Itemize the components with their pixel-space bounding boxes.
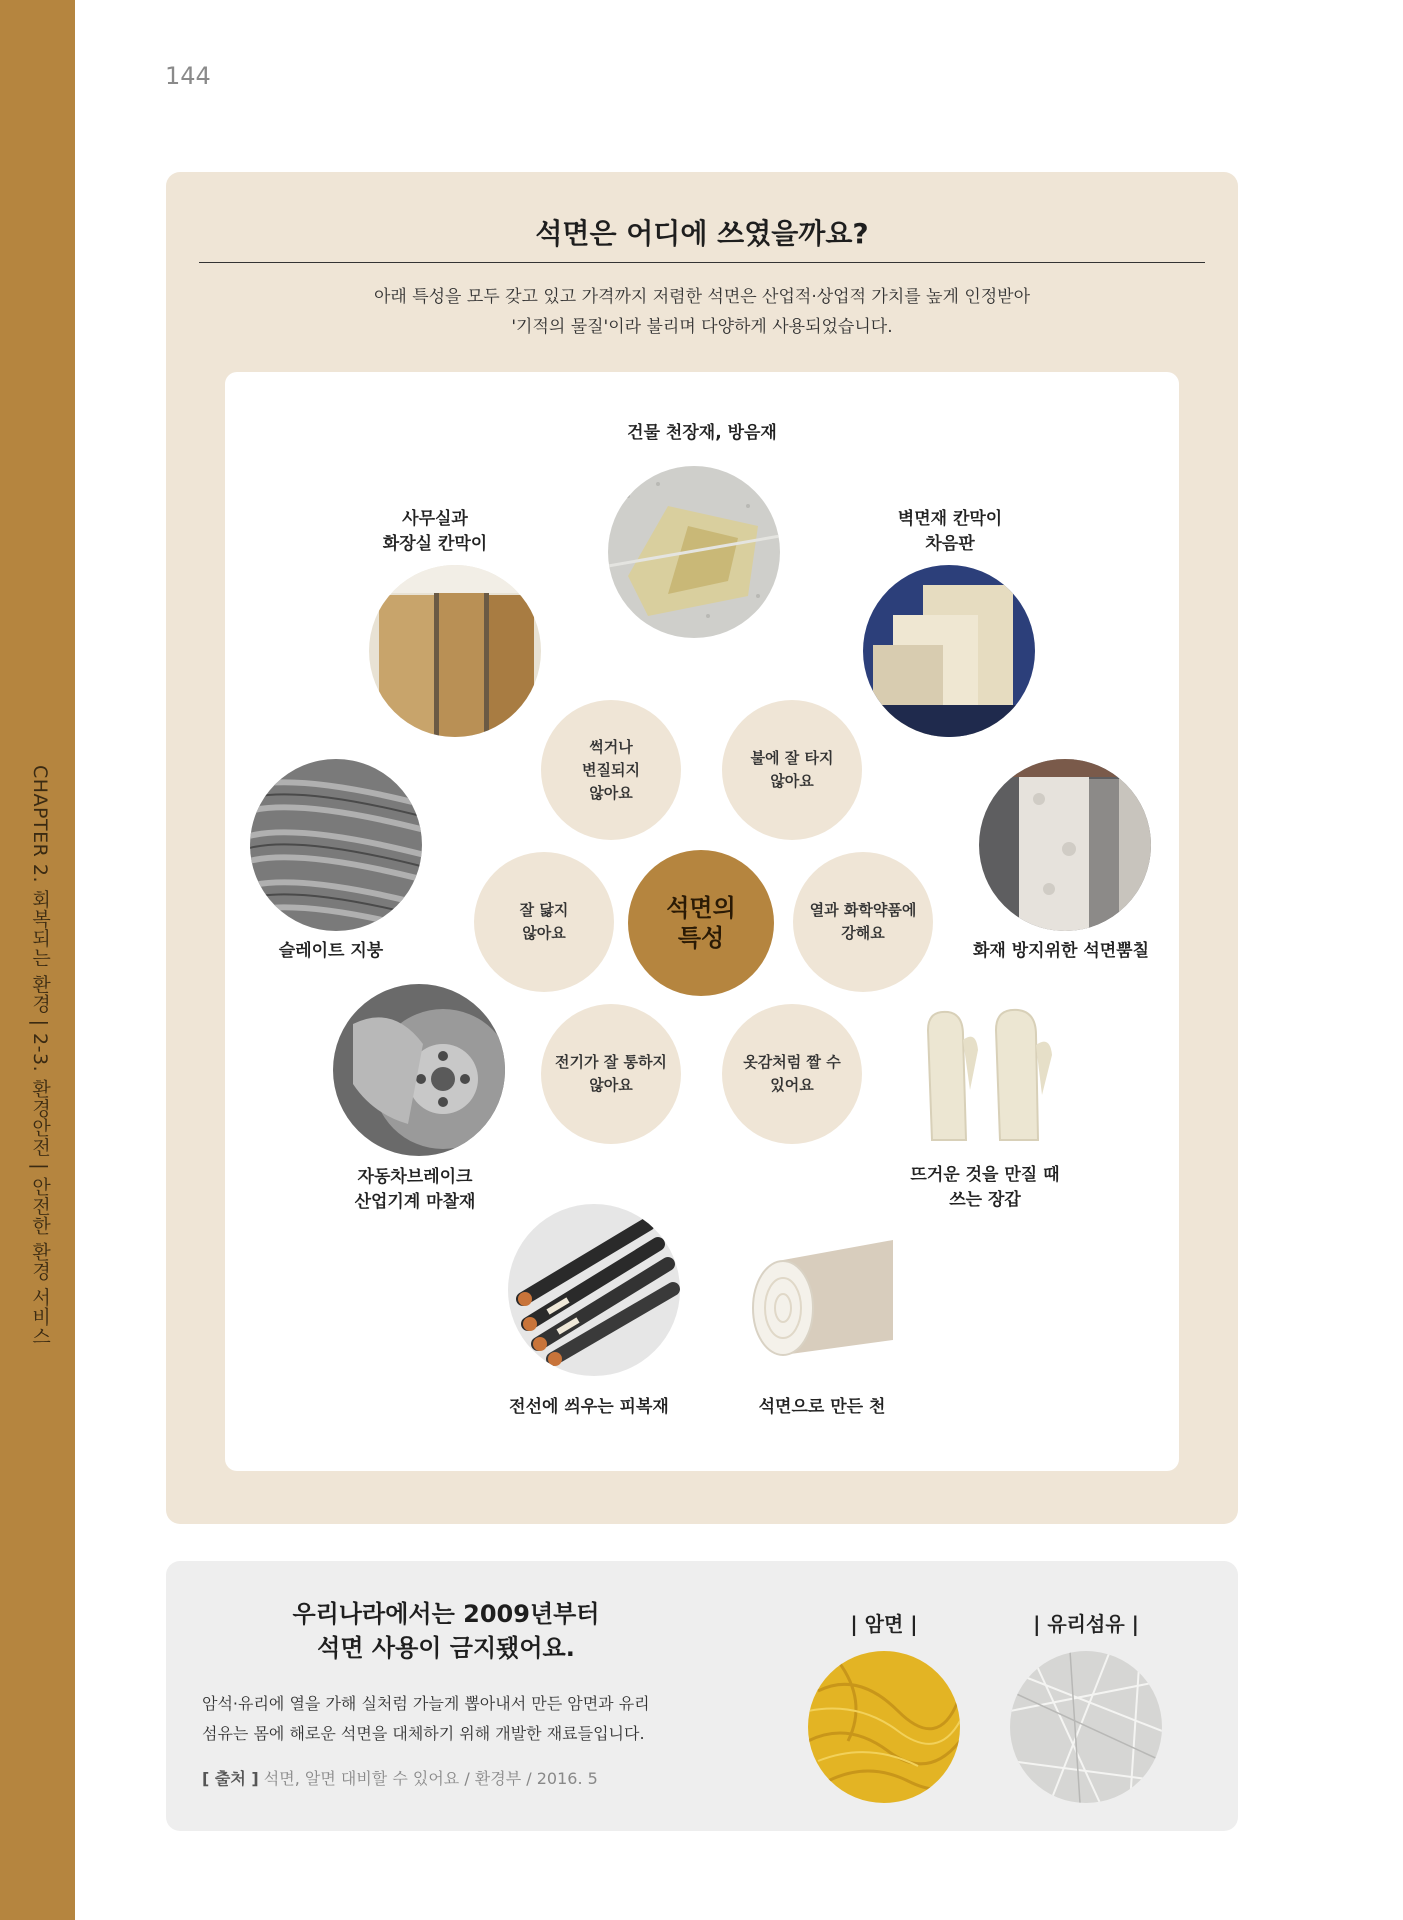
label-cable: 전선에 씌우는 피복재 [509, 1397, 669, 1417]
label-partition: 사무실과 화장실 칸막이 [382, 509, 488, 554]
label-wall-panel: 벽면재 칸막이 차음판 [897, 509, 1003, 554]
brake-photo [333, 984, 505, 1156]
intro-line-1: 아래 특성을 모두 갖고 있고 가격까지 저렴한 석면은 산업적·상업적 가치를 높게 인정받아 [373, 287, 1031, 307]
intro-line-2: '기적의 물질'이라 불리며 다양하게 사용되었습니다. [511, 317, 893, 337]
label-gloves: 뜨거운 것을 만질 때 쓰는 장갑 [910, 1165, 1060, 1210]
glassfiber-photo [1010, 1651, 1162, 1803]
rockwool-photo [808, 1651, 960, 1803]
title-divider [199, 262, 1205, 263]
property-wear-resistant: 잘 닳지 않아요 [474, 852, 614, 992]
source-tag: [ 출처 ] [202, 1769, 259, 1788]
partition-photo [369, 565, 541, 737]
page-number: 144 [165, 62, 211, 90]
alternatives-description: 암석·유리에 열을 가해 실처럼 가늘게 뽑아내서 만든 암면과 유리 섬유는 몸에 해로운 석면을 대체하기 위해 개발한 재료들입니다. [202, 1694, 650, 1743]
cable-photo [508, 1204, 680, 1376]
label-ceiling: 건물 천장재, 방음재 [627, 423, 777, 443]
property-insulating: 전기가 잘 통하지 않아요 [541, 1004, 681, 1144]
panel-title: 석면은 어디에 쓰였을까요? [535, 217, 869, 250]
uses-diagram [225, 372, 1179, 1471]
property-no-decay: 썩거나 변질되지 않아요 [541, 700, 681, 840]
property-center: 석면의 특성 [628, 850, 774, 996]
spray-coating-photo [979, 759, 1151, 931]
glassfiber-label: | 유리섬유 | [1033, 1612, 1139, 1636]
slate-roof-photo [250, 759, 422, 931]
source-citation [202, 1766, 598, 1789]
gloves-photo [918, 1000, 1058, 1150]
label-spray-coating: 화재 방지위한 석면뿜칠 [972, 941, 1150, 961]
ban-title: 우리나라에서는 2009년부터 석면 사용이 금지됐어요. [292, 1600, 600, 1662]
rockwool-label: | 암면 | [850, 1612, 918, 1636]
source-text: 석면, 알면 대비할 수 있어요 / 환경부 / 2016. 5 [263, 1769, 598, 1788]
label-cloth: 석면으로 만든 천 [758, 1397, 886, 1417]
wall-panel-photo [863, 565, 1035, 737]
property-fireproof: 불에 잘 타지 않아요 [722, 700, 862, 840]
asbestos-uses-panel [166, 172, 1238, 1524]
alternatives-panel [166, 1561, 1238, 1831]
property-weavable: 옷감처럼 짤 수 있어요 [722, 1004, 862, 1144]
label-slate-roof: 슬레이트 지붕 [278, 941, 384, 961]
property-heat-chemical: 열과 화학약품에 강해요 [793, 852, 933, 992]
intro-text [166, 282, 1238, 342]
ceiling-photo [608, 466, 780, 638]
cloth-photo [743, 1230, 903, 1360]
chapter-side-label: CHAPTER 2. 회복되는 환경 | 2-3. 환경안전 | 안전한 환경 서비스 [29, 765, 51, 1346]
label-brake: 자동차브레이크 산업기계 마찰재 [354, 1167, 476, 1212]
